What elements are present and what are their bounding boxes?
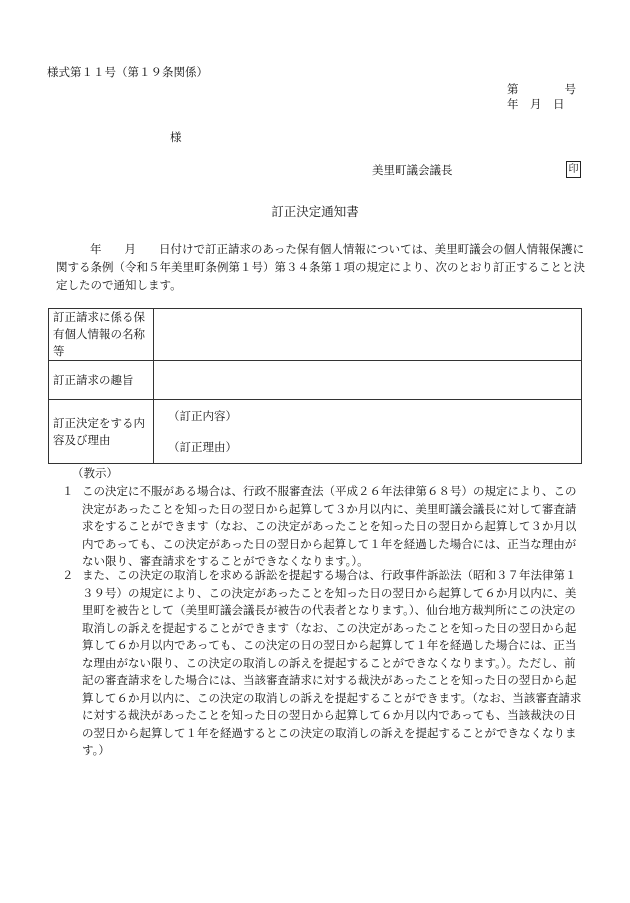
row-value-info-name — [154, 309, 582, 361]
note-number: ２ — [62, 568, 74, 582]
intro-paragraph: 年 月 日付けで訂正請求のあった保有個人情報については、美里町議会の個人情報保護に関する条例（令和５年美里町条例第１号）第３４条第１項の規定により、次のとおり訂正することと決定したので通知します。 — [56, 242, 585, 292]
addressee: 様 — [170, 130, 182, 144]
table-row — [49, 361, 582, 400]
row-label-info-name: 訂正請求に係る保有個人情報の名称等 — [49, 309, 154, 361]
notes-heading: （教示） — [72, 466, 118, 480]
correction-info-table — [48, 308, 582, 464]
row-label-decision-content: 訂正決定をする内容及び理由 — [49, 400, 154, 464]
table-row — [49, 400, 582, 464]
issuer-name: 美里町議会議長 — [372, 163, 453, 177]
document-title: 訂正決定通知書 — [271, 204, 359, 219]
seal-mark: 印 — [566, 161, 581, 178]
note-item — [56, 483, 584, 571]
note-text: また、この決定の取消しを求める訴訟を提起する場合は、行政事件訴訟法（昭和３７年法律第１３９号）の規定により、この決定があったことを知った日の翌日から起算して６か月以内に、美里町を被告として（美里町議会議長が被告の代表者となります。）、仙台地方裁判所にこの決定の取消しの訴えを提起することができます（なお、この決定があったことを知った日の翌日から起算して６か月以内であっても、この決定の日の翌日から起算して１年を経過した場合には、正当な理由がない限り、この決定の取消しの訴えを提起することができなくなります。）。ただし、前記の審査請求をした場合には、当該審査請求に対する裁決があったことを知った日の翌日から起算して６か月以内に、この決定の取消しの訴えを提起することができます。（なお、当該審査請求に対する裁決があったことを知った日の翌日から起算して６か月以内であっても、当該裁決の日の翌日から起算して１年を経過するとこの決定の取消しの訴えを提起することができなくなります。） — [82, 568, 582, 757]
correction-content-label: （訂正内容） — [168, 408, 237, 423]
note-number: １ — [62, 484, 74, 498]
row-label-request-purpose: 訂正請求の趣旨 — [49, 361, 154, 400]
document-date: 年 月 日 — [507, 97, 565, 111]
row-value-decision-content — [154, 400, 582, 464]
note-item — [56, 567, 584, 760]
row-value-request-purpose — [154, 361, 582, 400]
form-number: 様式第１１号（第１９条関係） — [47, 65, 208, 79]
note-text: この決定に不服がある場合は、行政不服審査法（平成２６年法律第６８号）の規定により、この決定があったことを知った日の翌日から起算して３か月以内に、美里町議会議長に対して審査請求をすることができます（なお、この決定があったことを知った日の翌日から起算して３か月以内であっても、この決定があった日の翌日から起算して１年を経過した場合には、正当な理由がない限り、審査請求をすることができなくなります。）。 — [82, 484, 577, 568]
correction-reason-label: （訂正理由） — [168, 439, 237, 454]
table-row — [49, 309, 582, 361]
document-number: 第 号 — [507, 82, 576, 96]
